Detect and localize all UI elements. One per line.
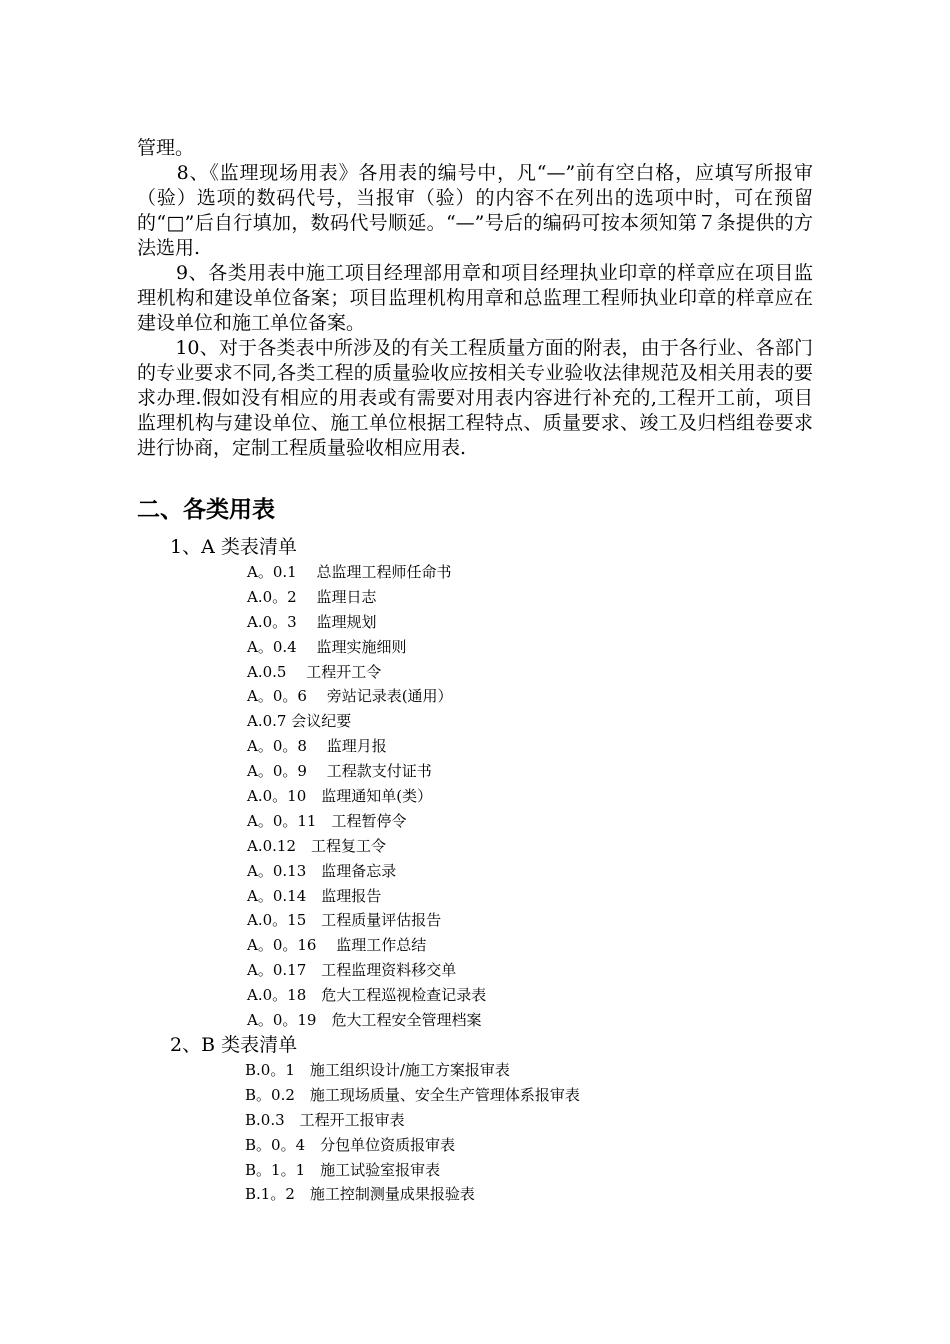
list-item: B。0。4 分包单位资质报审表: [245, 1135, 456, 1154]
list-b: [245, 1058, 580, 1207]
list-item: B.1。2 施工控制测量成果报验表: [245, 1185, 475, 1204]
list-item: A。0。8 监理月报: [247, 737, 387, 756]
list-a: [247, 560, 486, 1033]
list-item: A。0。16 监理工作总结: [247, 936, 427, 955]
list-item: A。0。9 工程款支付证书: [247, 762, 432, 781]
paragraph-item-8: 8、《监理现场用表》各用表的编号中，凡“—”前有空白格，应填写所报审（验）选项的数码代号，当报审（验）的内容不在列出的选项中时，可在预留的“□”后自行填加，数码代号顺延。“—”号后的编码可按本须知第７条提供的方法选用.: [137, 162, 813, 259]
list-item: A.0。15 工程质量评估报告: [247, 911, 442, 930]
list-item: B。0.2 施工现场质量、安全生产管理体系报审表: [245, 1085, 580, 1104]
list-item: A.0。3 监理规划: [247, 612, 377, 631]
paragraph-item-10: 10、对于各类表中所涉及的有关工程质量方面的附表，由于各行业、各部门的专业要求不同,各类工程的质量验收应按相关专业验收法律规范及相关用表的要求办理.假如没有相应的用表或有需要对用表内容进行补充的,工程开工前，项目监理机构与建设单位、施工单位根据工程特点、质量要求、竣工及归档组卷要求进行协商，定制工程质量验收相应用表.: [137, 337, 813, 459]
section-heading: 二、各类用表: [137, 497, 275, 523]
list-a-title: 1、A 类表清单: [170, 536, 297, 558]
paragraph-continuation: 管理。: [137, 137, 195, 159]
list-item: A.0。18 危大工程巡视检查记录表: [247, 986, 487, 1005]
list-item: A。0.13 监理备忘录: [247, 861, 397, 880]
list-item: A.0.5 工程开工令: [247, 662, 382, 681]
list-item: A。0。11 工程暂停令: [247, 811, 407, 830]
list-item: A.0。10 监理通知单(类）: [247, 787, 433, 806]
list-item: A。0.1 总监理工程师任命书: [247, 563, 452, 581]
paragraph-item-9: 9、各类用表中施工项目经理部用章和项目经理执业印章的样章应在项目监理机构和建设单位备案；项目监理机构用章和总监理工程师执业印章的样章应在建设单位和施工单位备案。: [137, 262, 813, 334]
list-item: A。0.17 工程监理资料移交单: [247, 961, 457, 980]
list-item: A。0.14 监理报告: [247, 886, 382, 905]
list-b-title: 2、B 类表清单: [170, 1034, 298, 1056]
list-item: A.0.7 会议纪要: [247, 712, 352, 731]
list-item: A。0。6 旁站记录表(通用）: [247, 687, 453, 706]
list-item: A。0。19 危大工程安全管理档案: [247, 1011, 482, 1030]
list-item: A.0.12 工程复工令: [247, 836, 386, 855]
list-item: B.0.3 工程开工报审表: [245, 1110, 405, 1129]
list-item: A.0。2 监理日志: [247, 587, 377, 606]
list-item: B.0。1 施工组织设计/施工方案报审表: [245, 1061, 510, 1079]
list-item: A。0.4 监理实施细则: [247, 637, 407, 656]
list-item: B。1。1 施工试验室报审表: [245, 1160, 441, 1179]
